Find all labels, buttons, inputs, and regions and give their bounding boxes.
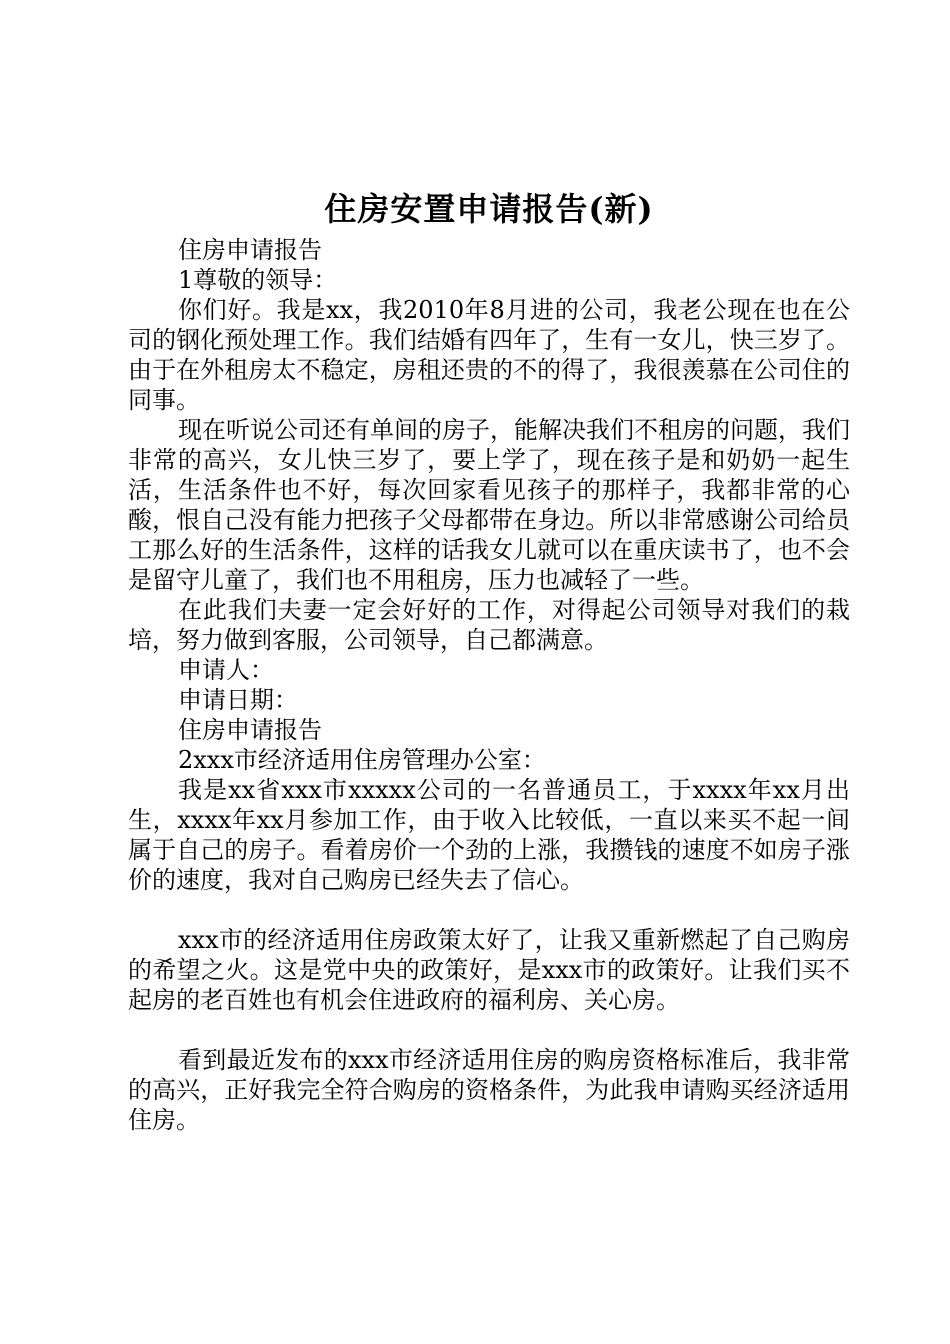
paragraph: 在此我们夫妻一定会好好的工作，对得起公司领导对我们的栽培，努力做到客服，公司领导，自己都满意。 bbox=[128, 596, 850, 654]
section-1-heading: 住房申请报告 bbox=[178, 236, 322, 264]
paragraph-spacer bbox=[128, 1015, 850, 1045]
paragraph: 你们好。我是xx，我2010年8月进的公司，我老公现在也在公司的钢化预处理工作。我们结婚有四年了，生有一女儿，快三岁了。由于在外租房太不稳定，房租还贵的不的得了，我很羡慕在公司住的同事。 bbox=[128, 296, 850, 414]
paragraph: 我是xx省xxx市xxxxx公司的一名普通员工，于xxxx年xx月出生，xxxx年xx月参加工作，由于收入比较低，一直以来买不起一间属于自己的房子。看着房价一个劲的上涨，我攒钱的速度不如房子涨价的速度，我对自己购房已经失去了信心。 bbox=[128, 776, 850, 894]
section-1 bbox=[128, 235, 850, 715]
section-2 bbox=[128, 715, 850, 1135]
applicant-label: 申请人： bbox=[178, 656, 274, 684]
paragraph-spacer bbox=[128, 895, 850, 925]
paragraph: 现在听说公司还有单间的房子，能解决我们不租房的问题，我们非常的高兴，女儿快三岁了，要上学了，现在孩子是和奶奶一起生活，生活条件也不好，每次回家看见孩子的那样子，我都非常的心酸，恨自己没有能力把孩子父母都带在身边。所以非常感谢公司给员工那么好的生活条件，这样的话我女儿就可以在重庆读书了，也不会是留守儿童了，我们也不用租房，压力也减轻了一些。 bbox=[128, 416, 850, 594]
section-2-salutation: 2xxx市经济适用住房管理办公室： bbox=[178, 746, 546, 774]
section-2-heading: 住房申请报告 bbox=[178, 716, 322, 744]
document-title: 住房安置申请报告(新) bbox=[324, 190, 654, 228]
application-date-label: 申请日期： bbox=[178, 686, 298, 714]
document-page bbox=[128, 183, 850, 1135]
section-1-salutation: 1尊敬的领导： bbox=[178, 266, 338, 294]
paragraph: xxx市的经济适用住房政策太好了，让我又重新燃起了自己购房的希望之火。这是党中央的政策好，是xxx市的政策好。让我们买不起房的老百姓也有机会住进政府的福利房、关心房。 bbox=[128, 926, 850, 1014]
paragraph: 看到最近发布的xxx市经济适用住房的购房资格标准后，我非常的高兴，正好我完全符合购房的资格条件，为此我申请购买经济适用住房。 bbox=[128, 1046, 850, 1134]
